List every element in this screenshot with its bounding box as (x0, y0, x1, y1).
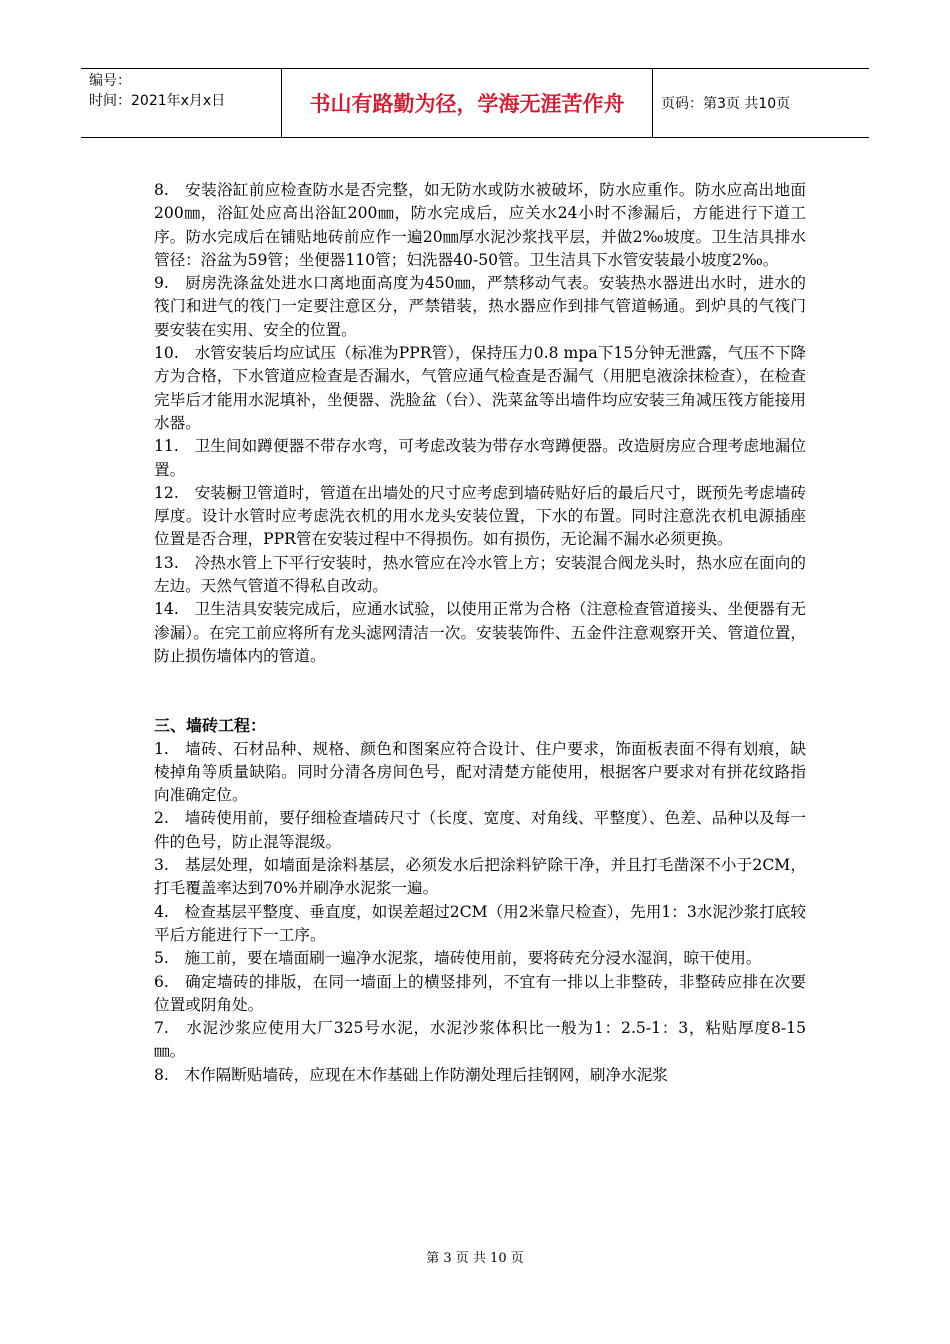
number-label: 编号： (89, 73, 131, 89)
paragraph-item-14: 14. 卫生洁具安装完成后，应通水试验，以使用正常为合格（注意检查管道接头、坐便器有无渗漏）。在完工前应将所有龙头滤网清洁一次。安装装饰件、五金件注意观察开关、管道位置，防止损伤墙体内的管道。 (154, 600, 806, 665)
paragraph-item-9: 9. 厨房洗涤盆处进水口离地面高度为450㎜，严禁移动气表。安装热水器进出水时，进水的筏门和进气的筏门一定要注意区分，严禁错装，热水器应作到排气管道畅通。到炉具的气筏门要安装在实用、安全的位置。 (154, 274, 806, 339)
tile-item-4: 4. 检查基层平整度、垂直度，如误差超过2CM（用2米靠尺检查），先用1：3水泥沙浆打底较平后方能进行下一工序。 (154, 902, 806, 944)
header-motto: 书山有路勤为径，学海无涯苦作舟 (281, 69, 653, 137)
section-title: 三、墙砖工程： (154, 716, 267, 736)
tile-item-1: 1. 墙砖、石材品种、规格、颜色和图案应符合设计、住户要求，饰面板表面不得有划痕，缺棱掉角等质量缺陷。同时分清各房间色号，配对清楚方能使用，根据客户要求对有拼花纹路指向准确定位。 (154, 739, 806, 805)
tile-item-2: 2. 墙砖使用前，要仔细检查墙砖尺寸（长度、宽度、对角线、平整度）、色差、品种以及每一件的色号，防止混等混级。 (154, 809, 806, 851)
tile-item-5: 5. 施工前，要在墙面刷一遍净水泥浆，墙砖使用前，要将砖充分浸水湿润，晾干使用。 (154, 949, 762, 968)
date-label: 时间：2021年x月x日 (89, 93, 226, 109)
paragraph-item-12: 12. 安装橱卫管道时，管道在出墙处的尺寸应考虑到墙砖贴好后的最后尺寸，既预先考虑墙砖厚度。设计水管时应考虑洗衣机的用水龙头安装位置，下水的布置。同时注意洗衣机电源插座位置是否合理，PPR管在安装过程中不得损伤。如有损伤，无论漏不漏水必须更换。 (154, 483, 806, 549)
paragraph-item-13: 13. 冷热水管上下平行安装时，热水管应在冷水管上方；安装混合阀龙头时，热水应在面向的左边。天然气管道不得私自改动。 (154, 553, 806, 596)
document-body (154, 179, 806, 1087)
header-meta (81, 69, 281, 137)
tile-item-6: 6. 确定墙砖的排版，在同一墙面上的横竖排列，不宜有一排以上非整砖，非整砖应排在次要位置或阴角处。 (154, 972, 806, 1014)
header-page-info: 页码：第3页 共10页 (661, 96, 791, 112)
page-header (81, 68, 869, 138)
paragraph-item-8: 8. 安装浴缸前应检查防水是否完整，如无防水或防水被破坏，防水应重作。防水应高出地面200㎜，浴缸处应高出浴缸200㎜，防水完成后，应关水24小时不渗漏后，方能进行下道工序。防水完成后在铺贴地砖前应作一遍20㎜厚水泥沙浆找平层，并做2‰坡度。卫生洁具排水管径：浴盆为59管；坐便器110管；妇洗器40-50管。卫生洁具下水管安装最小坡度2‰。 (154, 181, 806, 269)
paragraph-item-10: 10. 水管安装后均应试压（标准为PPR管），保持压力0.8 mpa下15分钟无泄露，气压不下降方为合格，下水管道应检查是否漏水，气管应通气检查是否漏气（用肥皂液涂抹检查），在检查完毕后才能用水泥填补，坐便器、洗脸盆（台）、洗菜盆等出墙件均应安装三角减压筏方能接用水器。 (154, 344, 806, 432)
section-gap (154, 668, 806, 714)
tile-item-7: 7. 水泥沙浆应使用大厂325号水泥，水泥沙浆体积比一般为1：2.5-1：3，粘贴厚度8-15㎜。 (154, 1019, 806, 1061)
tile-item-8: 8. 木作隔断贴墙砖，应现在木作基础上作防潮处理后挂钢网，刷净水泥浆 (154, 1065, 668, 1084)
paragraph-item-11: 11. 卫生间如蹲便器不带存水弯，可考虑改装为带存水弯蹲便器。改造厨房应合理考虑地漏位置。 (154, 437, 806, 479)
page-footer: 第 3 页 共 10 页 (426, 1251, 524, 1266)
tile-item-3: 3. 基层处理，如墙面是涂料基层，必须发水后把涂料铲除干净，并且打毛凿深不小于2CM，打毛覆盖率达到70%并刷净水泥浆一遍。 (154, 856, 806, 898)
